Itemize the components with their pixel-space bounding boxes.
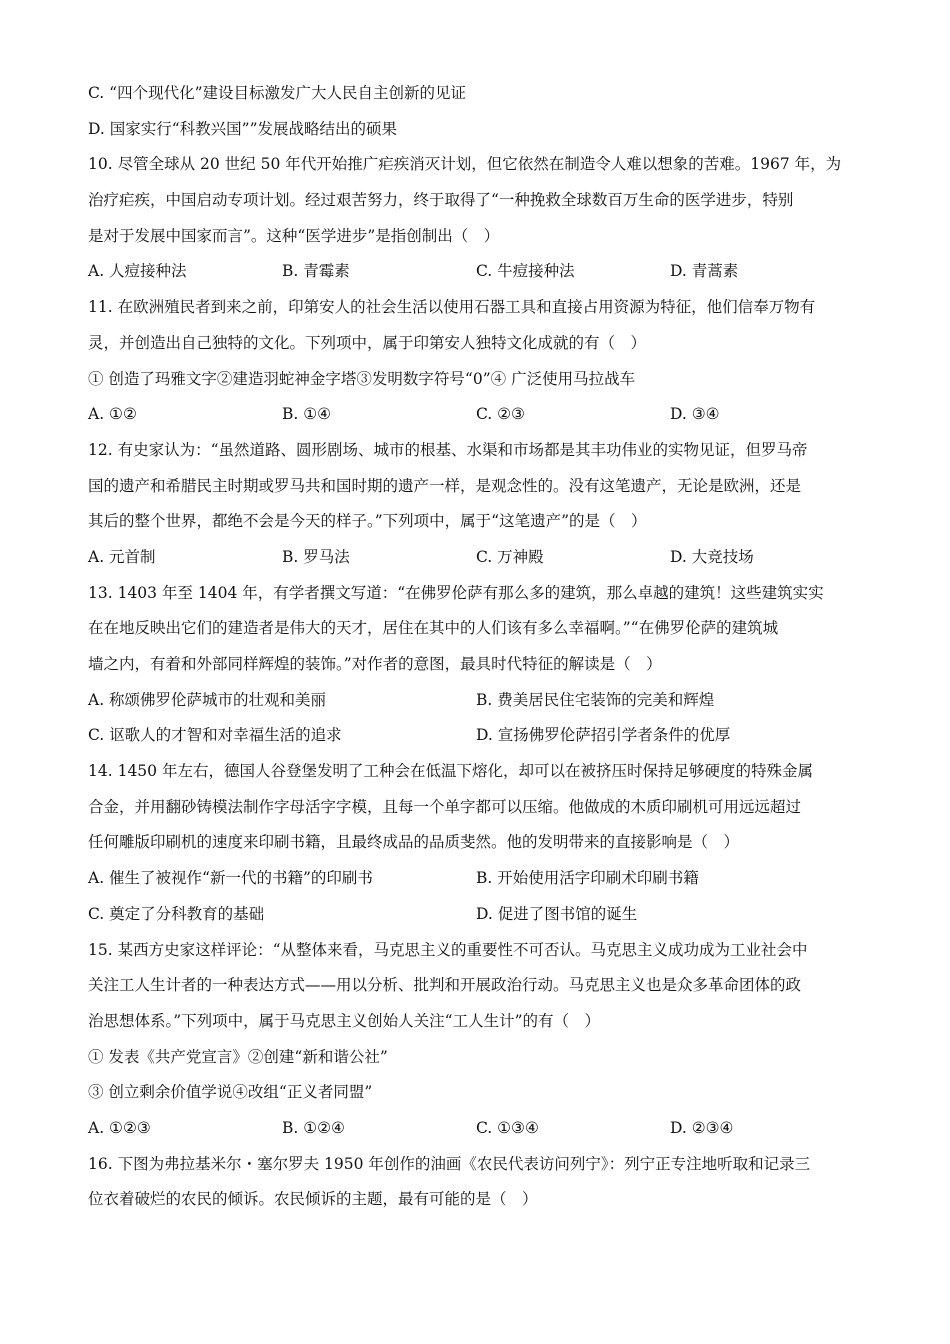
question-13 bbox=[88, 576, 868, 754]
option-a: A. 元首制 bbox=[88, 547, 156, 566]
option-c: C. 牛痘接种法 bbox=[476, 262, 575, 281]
question-text: 13. 1403 年至 1404 年，有学者撰文写道：“在佛罗伦萨有那么多的建筑，那么卓越的建筑！这些建筑实实 bbox=[88, 583, 824, 602]
question-text: 16. 下图为弗拉基米尔・塞尔罗夫 1950 年创作的油画《农民代表访问列宁》：列宁正专注地听取和记录三 bbox=[88, 1154, 811, 1173]
option-b: B. 罗马法 bbox=[282, 547, 350, 566]
option-d: D. 大竞技场 bbox=[670, 547, 754, 566]
option-a: A. ①② bbox=[88, 405, 137, 424]
options-row bbox=[88, 683, 868, 719]
option-d: D. 促进了图书馆的诞生 bbox=[476, 904, 638, 923]
question-14 bbox=[88, 754, 868, 932]
option-a: A. ①②③ bbox=[88, 1118, 151, 1137]
options-row bbox=[88, 254, 868, 290]
question-text: 在在地反映出它们的建造者是伟大的天才，居住在其中的人们该有多么幸福啊。”“在佛罗伦萨的建筑城 bbox=[88, 619, 779, 638]
option-d: D. ③④ bbox=[670, 405, 720, 424]
options-row bbox=[88, 397, 868, 433]
question-text: 14. 1450 年左右，德国人谷登堡发明了工种会在低温下熔化，却可以在被挤压时保持足够硬度的特殊金属 bbox=[88, 762, 813, 781]
question-12 bbox=[88, 433, 868, 576]
option-b: B. ①④ bbox=[282, 405, 332, 424]
option-c: C. ②③ bbox=[476, 405, 525, 424]
question-16 bbox=[88, 1147, 868, 1218]
question-15 bbox=[88, 933, 868, 1147]
question-text: 11. 在欧洲殖民者到来之前，印第安人的社会生活以使用石器工具和直接占用资源为特征，他们信奉万物有 bbox=[88, 298, 816, 317]
question-text: 15. 某西方史家这样评论：“从整体来看，马克思主义的重要性不可否认。马克思主义成功成为工业社会中 bbox=[88, 940, 808, 959]
option-d: D. 青蒿素 bbox=[670, 262, 739, 281]
question-text: 合金，并用翻砂铸模法制作字母活字字模，且每一个单字都可以压缩。他做成的木质印刷机可用远远超过 bbox=[88, 797, 802, 816]
options-row bbox=[88, 540, 868, 576]
question-text: 位衣着破烂的农民的倾诉。农民倾诉的主题，最有可能的是（ ） bbox=[88, 1190, 538, 1209]
question-11 bbox=[88, 290, 868, 433]
question-text: 治思想体系。”下列项中，属于马克思主义创始人关注“工人生计”的有（ ） bbox=[88, 1011, 601, 1030]
question-text: ① 创造了玛雅文字②建造羽蛇神金字塔③发明数字符号“0”④ 广泛使用马拉战车 bbox=[88, 369, 636, 388]
options-row bbox=[88, 861, 868, 897]
question-text: 国的遗产和希腊民主时期或罗马共和国时期的遗产一样，是观念性的。没有这笔遗产，无论是欧洲，还是 bbox=[88, 476, 802, 495]
option-b: B. 开始使用活字印刷术印刷书籍 bbox=[476, 869, 699, 888]
option-c: C. 万神殿 bbox=[476, 547, 544, 566]
question-text: 关注工人生计者的一种表达方式——用以分析、批判和开展政治行动。马克思主义也是众多革命团体的政 bbox=[88, 976, 802, 995]
question-text: 治疗疟疾，中国启动专项计划。经过艰苦努力，终于取得了“一种挽救全球数百万生命的医学进步，特别 bbox=[88, 191, 794, 210]
question-text: 灵，并创造出自己独特的文化。下列项中，属于印第安人独特文化成就的有（ ） bbox=[88, 333, 647, 352]
option-c: C. 奠定了分科教育的基础 bbox=[88, 904, 265, 923]
question-text: 是对于发展中国家而言”。这种“医学进步”是指创制出（ ） bbox=[88, 226, 500, 245]
option-b: B. 费美居民住宅装饰的完美和辉煌 bbox=[476, 690, 715, 709]
exam-page bbox=[88, 76, 868, 1218]
option-a: A. 人痘接种法 bbox=[88, 262, 187, 281]
option-d: D. 宣扬佛罗伦萨招引学者条件的优厚 bbox=[476, 726, 731, 745]
options-row bbox=[88, 897, 868, 933]
q9-option-d: D. 国家实行“科教兴国””发展战略结出的硕果 bbox=[88, 119, 398, 138]
option-b: B. ①②④ bbox=[282, 1118, 345, 1137]
question-text: 墙之内，有着和外部同样辉煌的装饰。”对作者的意图，最具时代特征的解读是（ ） bbox=[88, 655, 662, 673]
option-d: D. ②③④ bbox=[670, 1118, 734, 1137]
question-text: 任何雕版印刷机的速度来印刷书籍，且最终成品的品质斐然。他的发明带来的直接影响是（ ） bbox=[88, 833, 740, 852]
option-a: A. 催生了被视作“新一代的书籍”的印刷书 bbox=[88, 869, 373, 888]
options-row bbox=[88, 1111, 868, 1147]
question-text: 10. 尽管全球从 20 世纪 50 年代开始推广疟疾消灭计划，但它依然在制造令人难以想象的苦难。1967 年，为 bbox=[88, 155, 842, 174]
option-b: B. 青霉素 bbox=[282, 262, 350, 281]
question-text: 12. 有史家认为：“虽然道路、圆形剧场、城市的根基、水渠和市场都是其丰功伟业的实物见证，但罗马帝 bbox=[88, 440, 808, 459]
question-text: 其后的整个世界，都绝不会是今天的样子。”下列项中，属于“这笔遗产”的是（ ） bbox=[88, 512, 647, 531]
option-c: C. ①③④ bbox=[476, 1118, 539, 1137]
option-a: A. 称颂佛罗伦萨城市的壮观和美丽 bbox=[88, 690, 327, 709]
option-c: C. 讴歌人的才智和对幸福生活的追求 bbox=[88, 726, 342, 745]
q9-option-c: C. “四个现代化”建设目标激发广大人民自主创新的见证 bbox=[88, 84, 467, 102]
question-text: ③ 创立剩余价值学说④改组“正义者同盟” bbox=[88, 1083, 373, 1102]
options-row bbox=[88, 718, 868, 754]
question-text: ① 发表《共产党宣言》②创建“新和谐公社” bbox=[88, 1047, 388, 1066]
question-10 bbox=[88, 147, 868, 290]
